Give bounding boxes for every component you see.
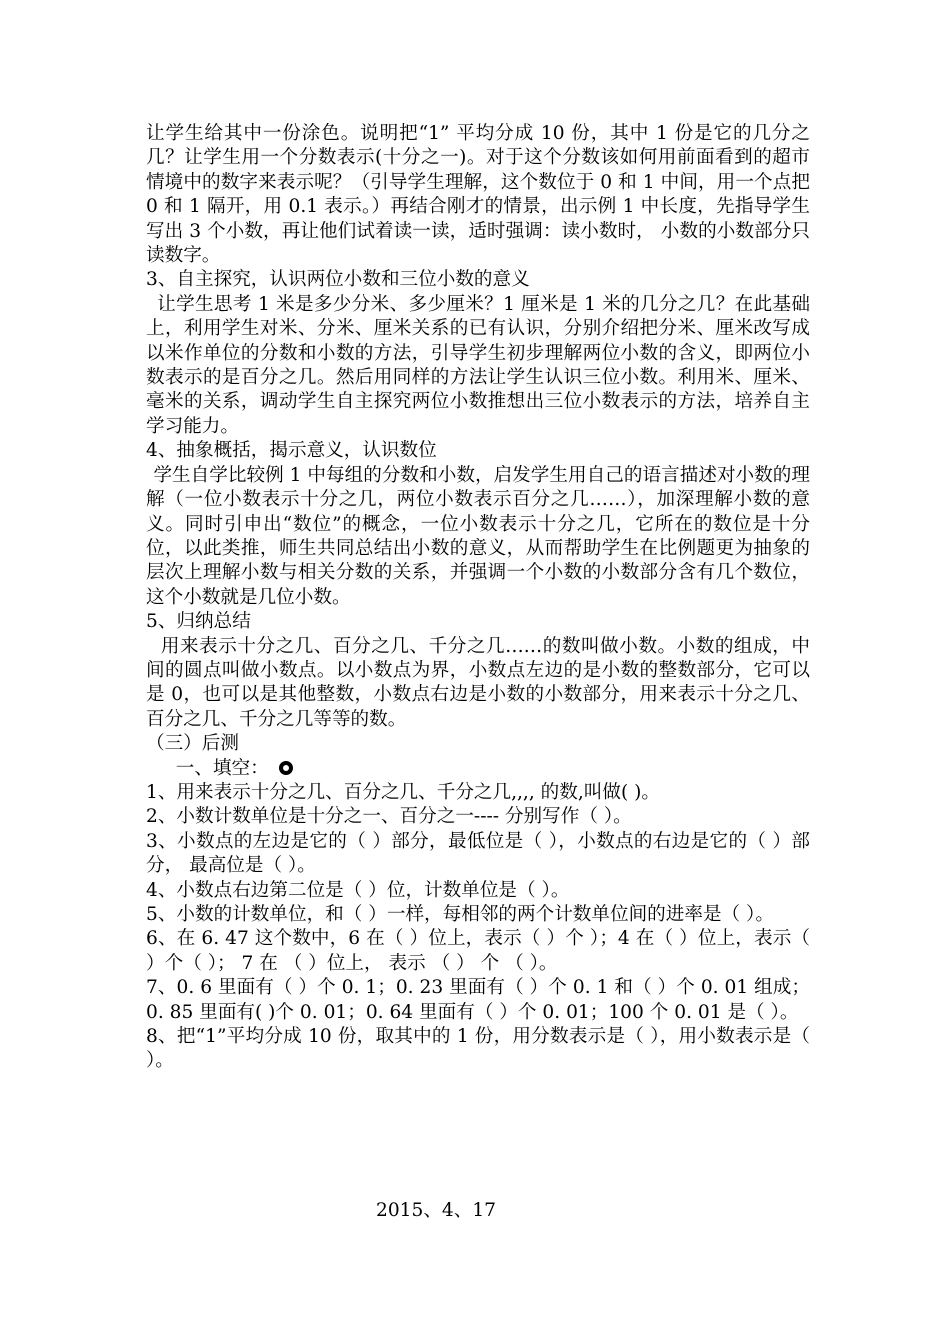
paragraph-intro: 让学生给其中一份涂色。说明把“1” 平均分成 10 份，其中 1 份是它的几分之几？让学生用一个分数表示(十分之一)。对于这个分数该如何用前面看到的超市情境中的数字来表示呢？（引导学生理解，这个数位于 0 和 1 中间，用一个点把 0 和 1 隔开，用 0.1 表示。）再结合刚才的情景，出示例 1 中长度，先指导学生写出 3 个小数，再让他们试着读一读，适时强调：读小数时， 小数的小数部分只读数字。 <box>146 123 810 267</box>
flower-icon <box>279 761 293 775</box>
fill-blank-label: 一、填空： <box>175 757 269 779</box>
paragraph-step-5: 用来表示十分之几、百分之几、千分之几……的数叫做小数。小数的组成，中间的圆点叫做小数点。以小数点为界，小数点左边的是小数的整数部分，它可以是 0，也可以是其他整数，小数点右边是小数的小数部分，用来表示十分之几、百分之几、千分之几等等的数。 <box>146 635 810 730</box>
document-page <box>146 122 810 1074</box>
heading-step-5: 5、归纳总结 <box>146 611 251 633</box>
paragraph-step-3: 让学生思考 1 米是多少分米、多少厘米？1 厘米是 1 米的几分之几？在此基础上，利用学生对米、分米、厘米关系的已有认识，分别介绍把分米、厘米改写成以米作单位的分数和小数的方法，引导学生初步理解两位小数的含义，即两位小数表示的是百分之几。然后用同样的方法让学生认识三位小数。利用米、厘米、毫米的关系，调动学生自主探究两位小数推想出三位小数表示的方法，培养自主学习能力。 <box>146 293 810 437</box>
heading-step-3: 3、自主探究，认识两位小数和三位小数的意义 <box>146 269 530 291</box>
heading-fill-blank <box>146 757 810 781</box>
heading-post-test: （三）后测 <box>146 733 239 755</box>
question-5: 5、小数的计数单位，和（ ）一样，每相邻的两个计数单位间的进率是（ ）。 <box>146 904 774 925</box>
heading-step-4: 4、抽象概括，揭示意义，认识数位 <box>146 440 437 462</box>
document-date: 2015、4、17 <box>376 1200 496 1221</box>
question-8: 8、把“1”平均分成 10 份，取其中的 1 份，用分数表示是（ ），用小数表示是（ ）。 <box>146 1026 810 1072</box>
question-7: 7、0. 6 里面有（ ）个 0. 1；0. 23 里面有（ ）个 0. 1 和（ ）个 0. 01 组成；0. 85 里面有( )个 0. 01；0. 64 里面有（ ）个 0. 01；100 个 0. 01 是（ ）。 <box>146 977 810 1023</box>
question-1: 1、用来表示十分之几、百分之几、千分之几,,,, 的数,叫做( )。 <box>146 781 660 803</box>
question-4: 4、小数点右边第二位是（ ）位，计数单位是（ ）。 <box>146 879 570 901</box>
question-3: 3、小数点的左边是它的（ ）部分，最低位是（ ），小数点的右边是它的（ ）部分， 最高位是（ ）。 <box>146 830 810 877</box>
paragraph-step-4: 学生自学比较例 1 中每组的分数和小数，启发学生用自己的语言描述对小数的理解（一位小数表示十分之几，两位小数表示百分之几……），加深理解小数的意义。同时引申出“数位”的概念，一位小数表示十分之几，它所在的数位是十分位，以此类推，师生共同总结出小数的意义，从而帮助学生在比例题更为抽象的层次上理解小数与相关分数的关系，并强调一个小数的小数部分含有几个数位，这个小数就是几位小数。 <box>146 464 810 608</box>
question-2: 2、小数计数单位是十分之一、百分之一---- 分别写作（ ）。 <box>146 806 632 828</box>
question-6: 6、在 6. 47 这个数中，6 在（ ）位上，表示（ ）个 ）；4 在（ ）位上，表示（ ）个（ ）； 7 在 （ ）位上， 表示 （ ） 个 （ ）。 <box>146 928 810 974</box>
